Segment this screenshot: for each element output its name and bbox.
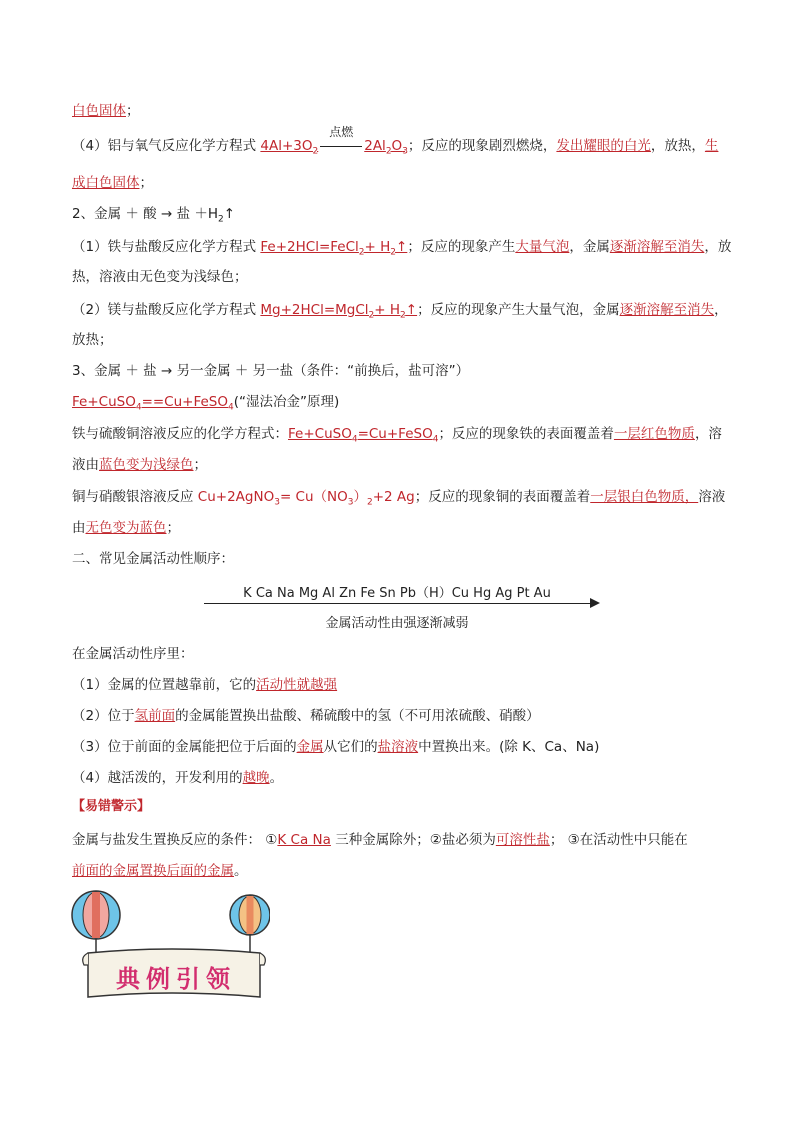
text-line: Fe+CuSO$_4$==Cu+FeSO$_4$(“湿法冶金”原理) — [72, 394, 340, 413]
reaction-condition: 点燃 — [318, 137, 364, 155]
answer-text: 成白色固体 — [72, 175, 140, 191]
section-heading: 二、常见金属活动性顺序： — [72, 551, 234, 567]
answer-text: 发出耀眼的白光 — [556, 138, 651, 154]
warning-title: 【易错警示】 — [72, 799, 151, 814]
text-line: 热，溶液由无色变为浅绿色； — [72, 269, 248, 285]
arrow-line — [204, 603, 592, 604]
text-line: （1）铁与盐酸反应化学方程式 Fe+2HCl=FeCl$_2$+ $H_2↑$；反应的现象产生大量气泡，金属逐渐溶解至消失，放 — [72, 239, 732, 258]
section-heading: 2、金属 ＋ 酸 → 盐 $+H_2↑$ — [72, 206, 236, 225]
text-line: （3）位于前面的金属能把位于后面的金属从它们的盐溶液中置换出来。(除 K、Ca、Na) — [72, 739, 600, 755]
text-line: 白色固体； — [72, 103, 140, 119]
text-line: 在金属活动性序里： — [72, 646, 194, 662]
arrow-head-icon — [590, 598, 600, 608]
left-ball-icon — [72, 891, 120, 953]
equation: Cu+2AgNO$_3$= $Cu(NO_3)_2+2$ Ag — [197, 489, 415, 508]
equation: Fe+CuSO$_4$=Cu+FeSO$_4$ — [288, 426, 439, 445]
equation: Mg+2HCl=MgCl$_2$+ $H_2↑$ — [260, 302, 418, 321]
equation: $4Al+3O_2$ — [260, 138, 319, 157]
text-line: （4）铝与氧气反应化学方程式 $4Al+3O_2$ 点燃 $2Al_2O_3$；反应的现象剧烈燃烧，发出耀眼的白光，放热，生 — [72, 125, 719, 157]
example-banner — [70, 885, 270, 1005]
answer-text: 白色固体 — [72, 103, 126, 119]
text-line: 金属与盐发生置换反应的条件： ①K Ca Na 三种金属除外；②盐必须为可溶性盐； ③在活动性中只能在 — [72, 832, 688, 848]
text-line: 前面的金属置换后面的金属。 — [72, 863, 248, 879]
text-line: （2）镁与盐酸反应化学方程式 Mg+2HCl=MgCl$_2$+ $H_2↑$；反应的现象产生大量气泡，金属逐渐溶解至消失， — [72, 302, 728, 321]
section-heading: 3、金属 ＋ 盐 → 另一金属 ＋ 另一盐（条件：“前换后，盐可溶”） — [72, 363, 470, 379]
activity-series: K Ca Na Mg Al Zn Fe Sn Pb（H）Cu Hg Ag Pt Au — [243, 586, 551, 601]
text-line: （4）越活泼的，开发利用的越晚。 — [72, 770, 284, 786]
equation: $2Al_2O_3$ — [364, 138, 408, 157]
text-line: 液由蓝色变为浅绿色； — [72, 457, 207, 473]
text-line: 由无色变为蓝色； — [72, 520, 180, 536]
text-line: 成白色固体； — [72, 175, 153, 191]
text-line: 铁与硫酸铜溶液反应的化学方程式：Fe+CuSO$_4$=Cu+FeSO$_4$；反应的现象铁的表面覆盖着一层红色物质，溶 — [72, 426, 722, 445]
text-line: 铜与硝酸银溶液反应 Cu+2AgNO$_3$= $Cu(NO_3)_2+2$ Ag；反应的现象铜的表面覆盖着一层银白色物质，溶液 — [72, 489, 726, 508]
right-ball-icon — [230, 895, 270, 953]
equation: Fe+CuSO$_4$==Cu+FeSO$_4$ — [72, 394, 234, 413]
text-line: （2）位于氢前面的金属能置换出盐酸、稀硫酸中的氢（不可用浓硫酸、硝酸） — [72, 708, 540, 724]
equation: Fe+2HCl=FeCl$_2$+ $H_2↑$ — [260, 239, 408, 258]
text-line: 放热； — [72, 332, 113, 348]
answer-text: 生 — [704, 138, 719, 154]
text-line: （1）金属的位置越靠前，它的活动性就越强 — [72, 677, 338, 693]
activity-series-caption: 金属活动性由强逐渐减弱 — [325, 616, 469, 631]
banner-title: 典例引领 — [116, 964, 236, 993]
